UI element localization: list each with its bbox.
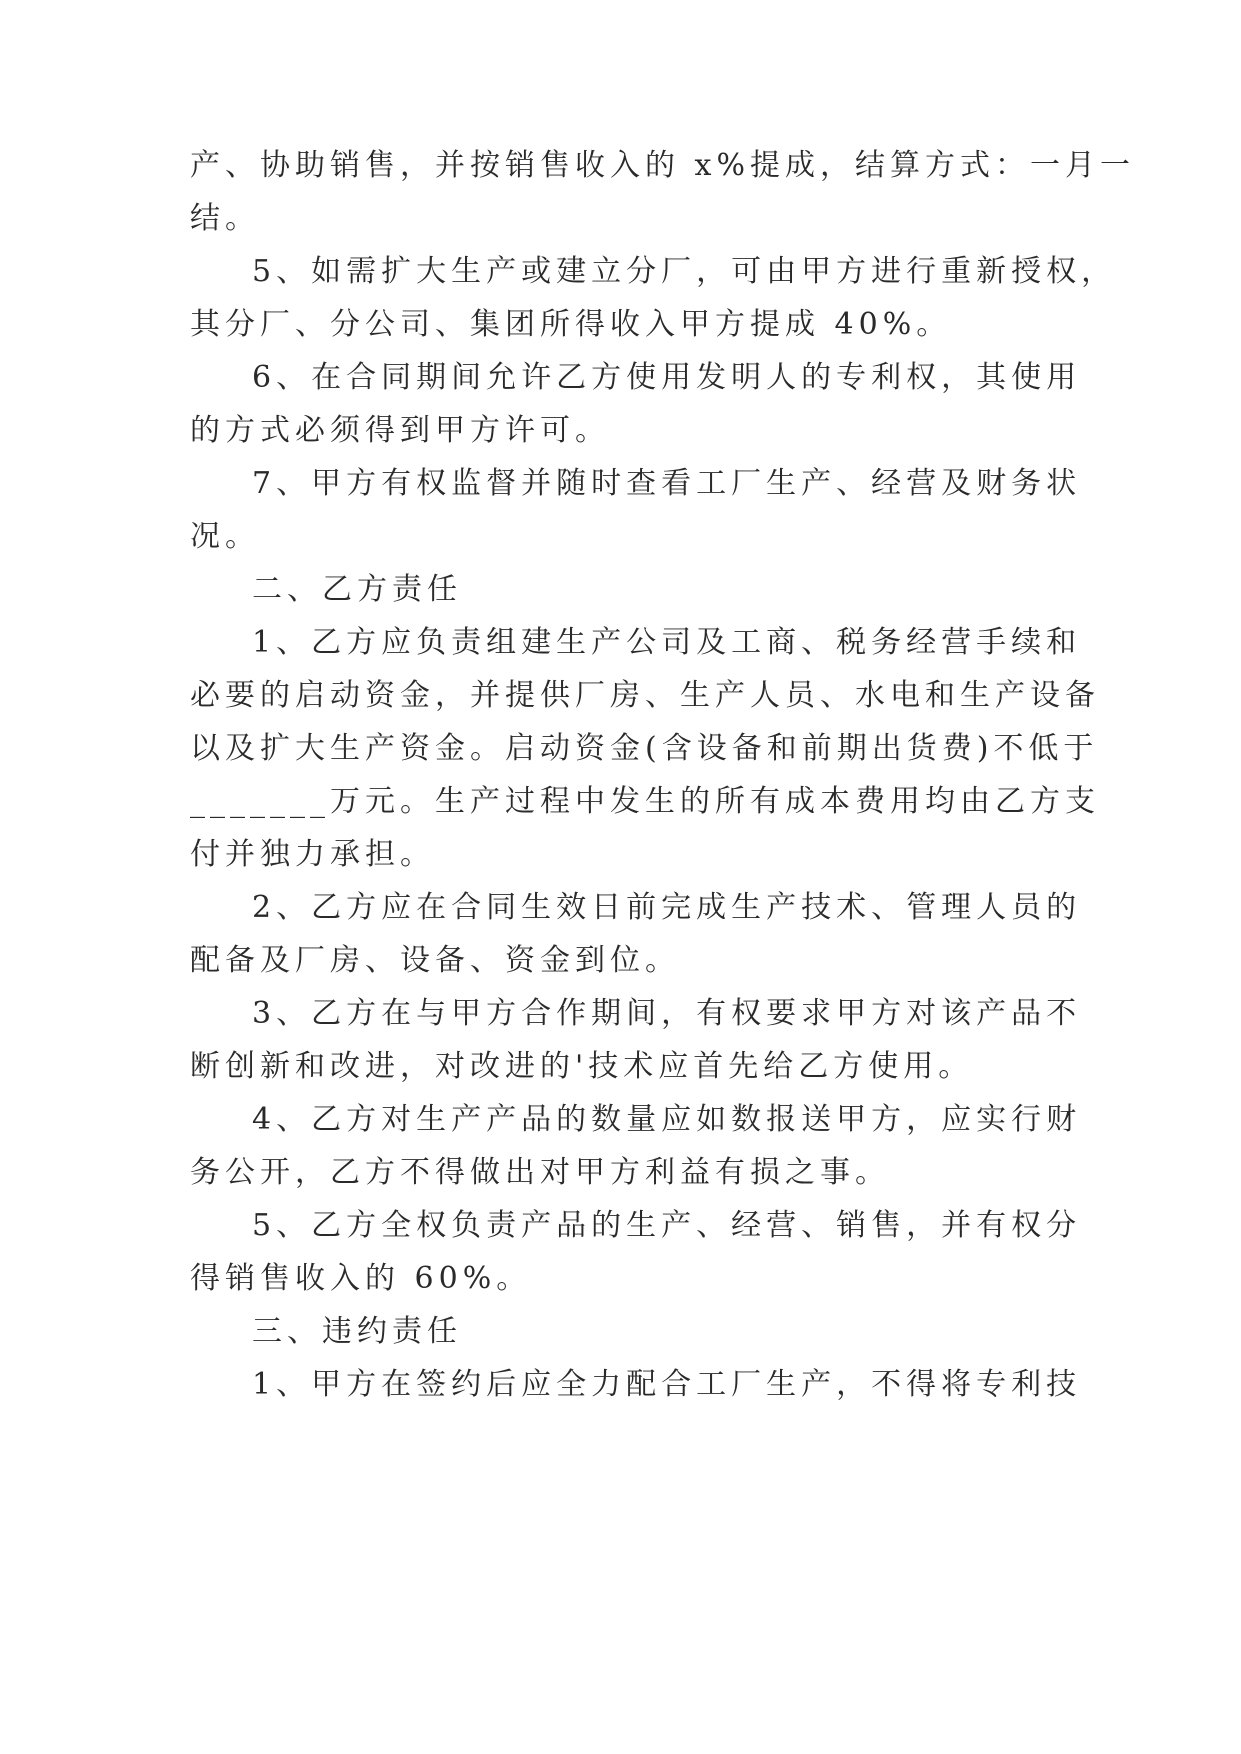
text-line: 付并独力承担。 [190,837,435,872]
text-line: 配备及厂房、设备、资金到位。 [190,943,680,978]
clause-line: 6、在合同期间允许乙方使用发明人的专利权，其使用 [252,360,1082,395]
text-line: 产、协助销售，并按销售收入的 x%提成，结算方式：一月一 [190,148,1135,183]
text-line: 况。 [190,519,260,554]
text-line: 断创新和改进，对改进的'技术应首先给乙方使用。 [190,1049,974,1084]
clause-line: 5、如需扩大生产或建立分厂，可由甲方进行重新授权， [252,254,1117,289]
text-line: _______万元。生产过程中发生的所有成本费用均由乙方支 [190,784,1100,819]
section-heading: 二、乙方责任 [252,572,462,607]
clause-line: 4、乙方对生产产品的数量应如数报送甲方，应实行财 [252,1102,1082,1137]
clause-line: 1、乙方应负责组建生产公司及工商、税务经营手续和 [252,625,1082,660]
clause-line: 2、乙方应在合同生效日前完成生产技术、管理人员的 [252,890,1082,925]
text-line: 结。 [190,201,260,236]
section-heading: 三、违约责任 [252,1314,462,1349]
clause-line: 7、甲方有权监督并随时查看工厂生产、经营及财务状 [252,466,1082,501]
clause-line: 1、甲方在签约后应全力配合工厂生产，不得将专利技 [252,1367,1082,1402]
text-line: 其分厂、分公司、集团所得收入甲方提成 40%。 [190,307,952,342]
text-line: 以及扩大生产资金。启动资金(含设备和前期出货费)不低于 [190,731,1099,766]
text-line: 必要的启动资金，并提供厂房、生产人员、水电和生产设备 [190,678,1100,713]
text-line: 的方式必须得到甲方许可。 [190,413,610,448]
clause-line: 3、乙方在与甲方合作期间，有权要求甲方对该产品不 [252,996,1082,1031]
text-line: 得销售收入的 60%。 [190,1261,532,1296]
text-line: 务公开，乙方不得做出对甲方利益有损之事。 [190,1155,890,1190]
clause-line: 5、乙方全权负责产品的生产、经营、销售，并有权分 [252,1208,1082,1243]
